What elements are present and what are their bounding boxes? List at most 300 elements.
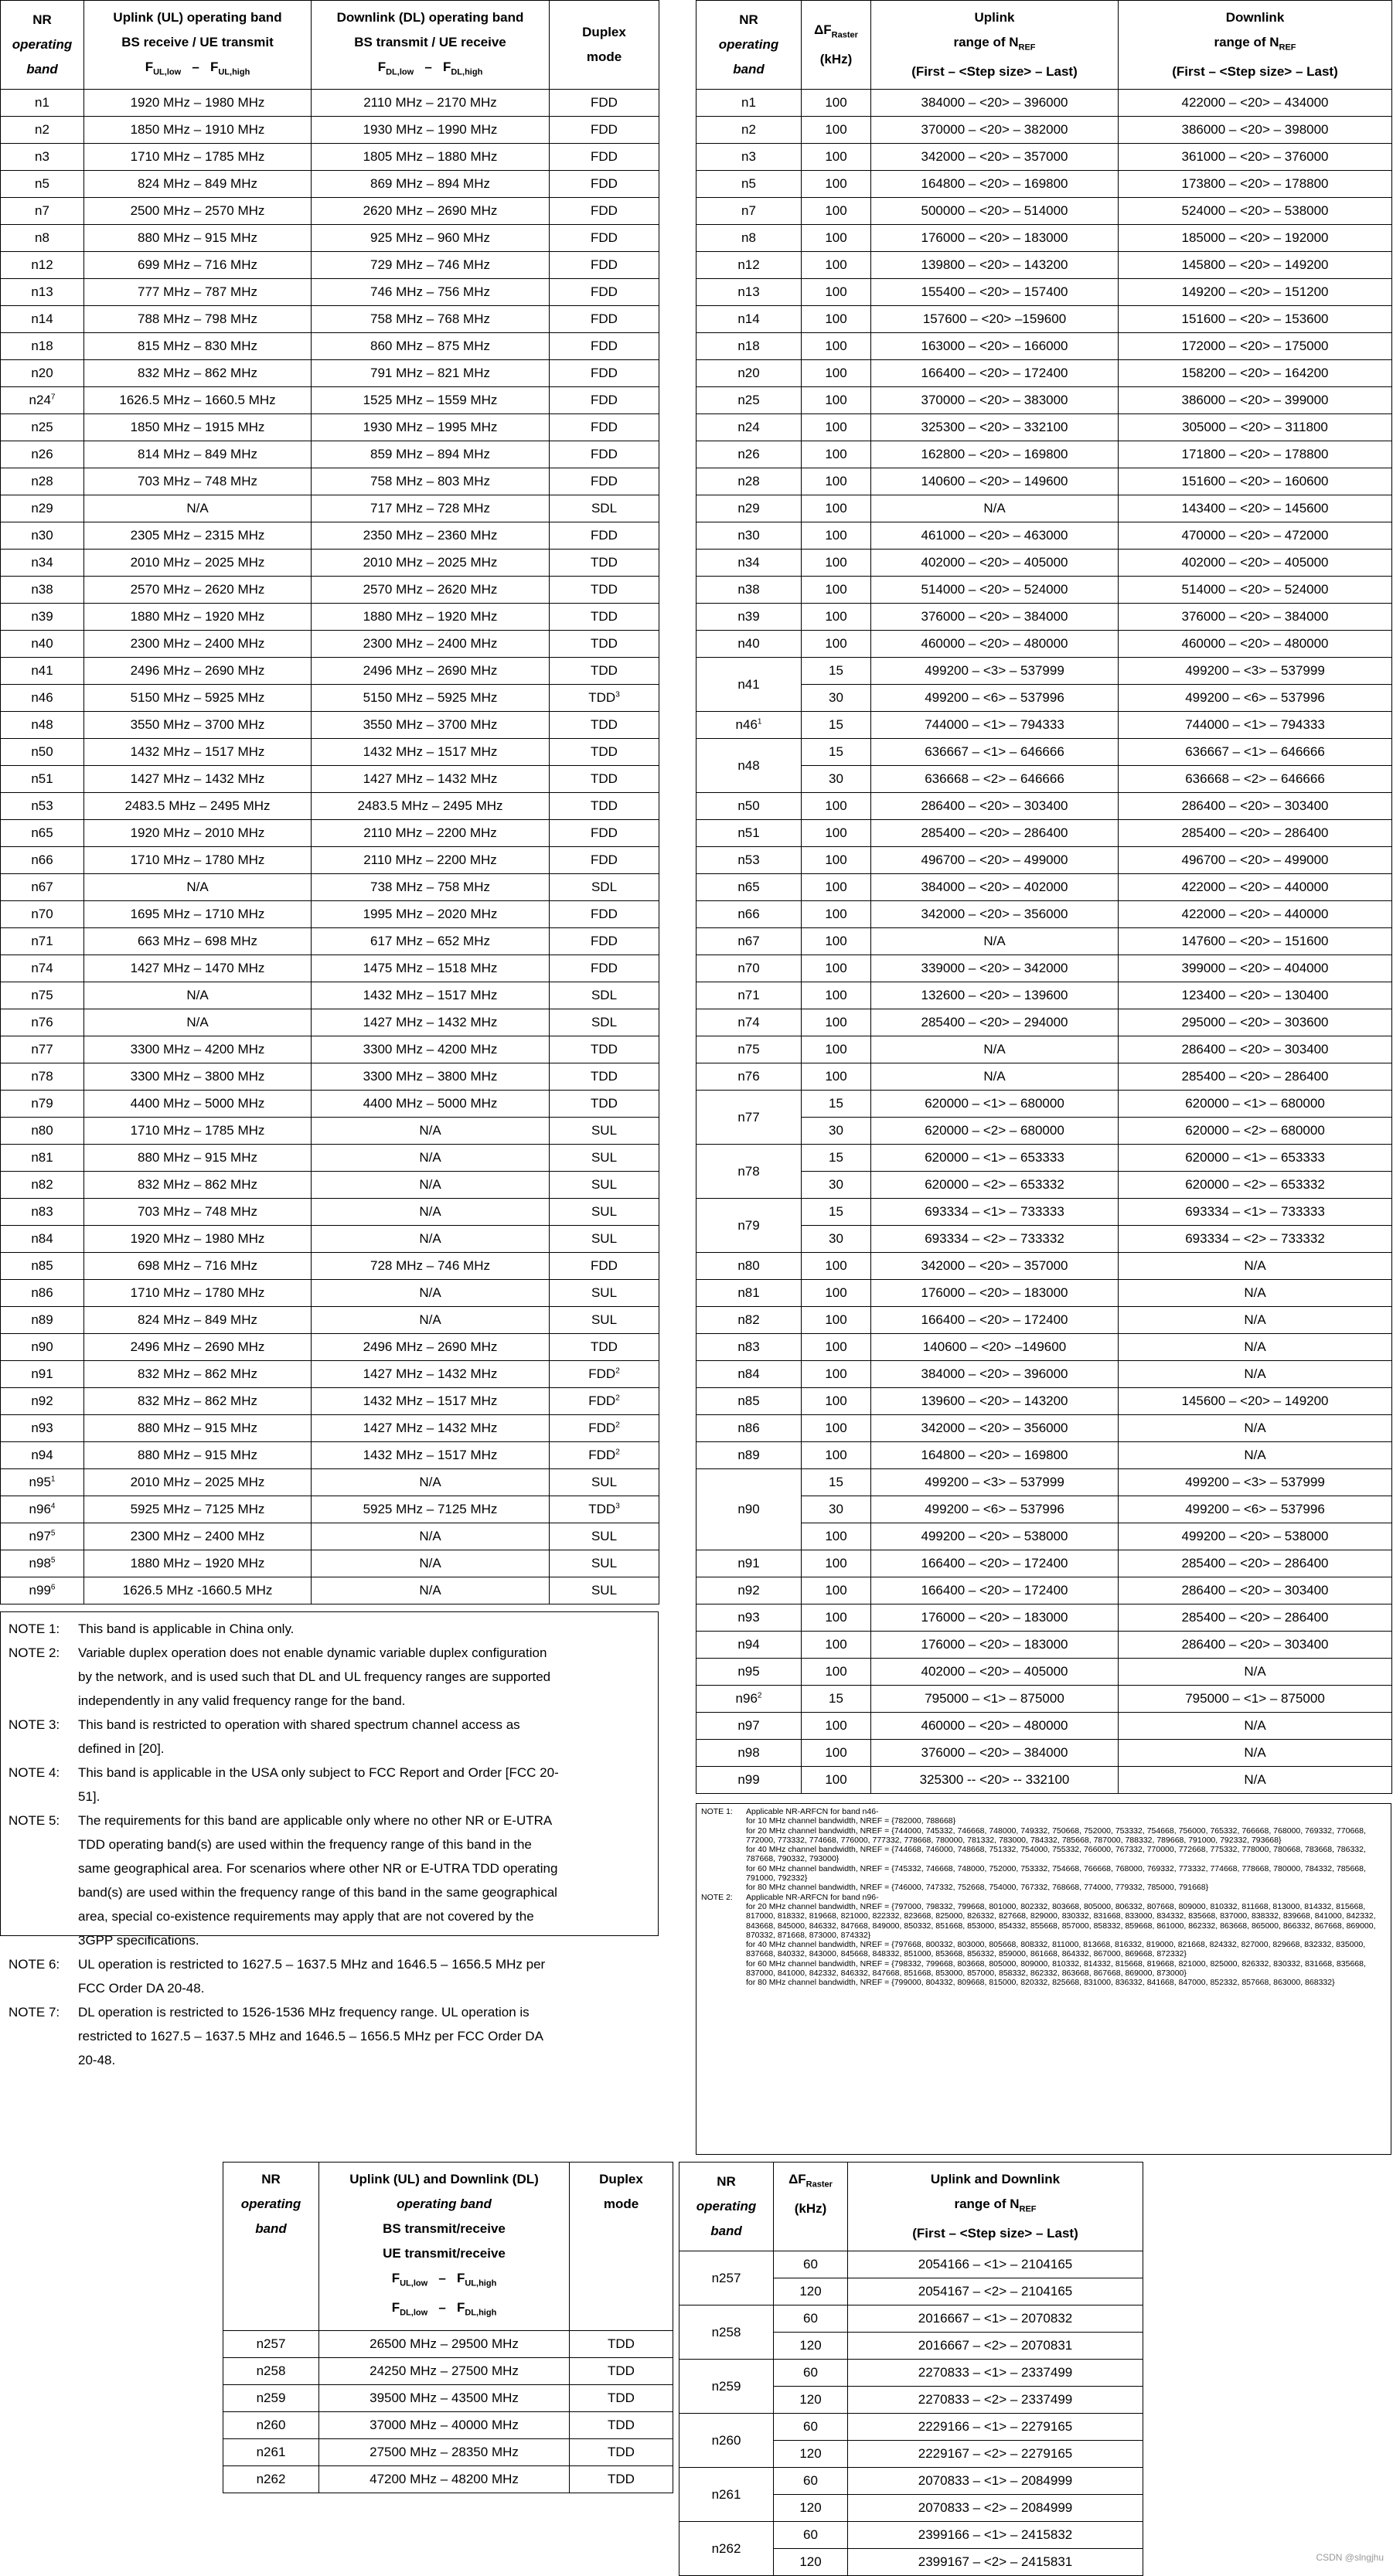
table-row	[696, 577, 1392, 604]
note-line: This band is restricted to operation with shared spectrum channel access as	[78, 1717, 520, 1732]
band-label: n77	[31, 1042, 53, 1057]
ul-dl-range: 24250 MHz – 27500 MHz	[319, 2357, 570, 2384]
band-label: n82	[737, 1312, 760, 1328]
downlink-nref-range: 693334 – <1> – 733333	[1119, 1199, 1392, 1226]
band-label: n91	[737, 1556, 760, 1571]
uplink-nref-range: 285400 – <20> – 286400	[871, 820, 1119, 847]
raster-khz: 100	[802, 171, 871, 198]
note-line: This band is applicable in the USA only subject to FCC Report and Order [FCC 20-	[78, 1765, 559, 1780]
table-row	[679, 2414, 1143, 2441]
uplink-nref-range: 376000 – <20> – 384000	[871, 1740, 1119, 1767]
downlink-range: 1805 MHz – 1880 MHz	[312, 144, 550, 171]
tiny-note-line: for 40 MHz channel bandwidth, NREF = {797668, 800332, 803000, 805668, 808332, 811000, 813668, 816332, 819000, 821668, 824332, 827000, 829668, 832332, 835000, 837668, 840332, 843000, 845668, 848332, 851000, 853668, 856332, 859000, 861668, 864332, 867000, 869668, 872332}	[746, 1940, 1366, 1959]
band-cell	[1, 820, 84, 847]
hdr-line	[87, 5, 308, 30]
raster-khz: 120	[774, 2441, 848, 2468]
table-row	[696, 1632, 1392, 1659]
band-label: n28	[31, 474, 53, 489]
downlink-nref-range: 620000 – <1> – 653333	[1119, 1145, 1392, 1172]
band-cell	[696, 1686, 802, 1713]
table-row	[1, 928, 659, 955]
duplex-mode: TDD	[570, 2330, 673, 2357]
table-row	[696, 658, 1392, 685]
uplink-nref-range: 499200 – <3> – 537999	[871, 658, 1119, 685]
uplink-range: 2496 MHz – 2690 MHz	[84, 1334, 312, 1361]
downlink-range: 758 MHz – 803 MHz	[312, 468, 550, 495]
band-label: n46	[735, 717, 758, 733]
uplink-range: 699 MHz – 716 MHz	[84, 252, 312, 279]
table-header	[1, 1, 659, 90]
duplex-mode	[550, 1415, 659, 1442]
col-header-band	[1, 1, 84, 90]
band-cell: n258	[223, 2357, 319, 2384]
uplink-nref-range: 499200 – <20> – 538000	[871, 1523, 1119, 1550]
uplink-nref-range: 140600 – <20> – 149600	[871, 468, 1119, 495]
uplink-range: 1850 MHz – 1915 MHz	[84, 414, 312, 441]
band-cell	[1, 955, 84, 982]
downlink-range: N/A	[312, 1145, 550, 1172]
downlink-range: 791 MHz – 821 MHz	[312, 360, 550, 387]
hdr-line: band	[710, 2224, 742, 2239]
band-cell	[1, 685, 84, 712]
duplex-mode	[550, 712, 659, 739]
band-label: n79	[737, 1217, 760, 1233]
note-line: 3GPP specifications.	[78, 1933, 199, 1948]
table-row	[1, 955, 659, 982]
duplex-label: FDD	[591, 934, 618, 949]
raster-khz: 100	[802, 252, 871, 279]
band-cell	[696, 739, 802, 793]
note-body	[78, 1641, 550, 1713]
downlink-nref-range: 286400 – <20> – 303400	[1119, 1036, 1392, 1063]
band-cell	[1, 1523, 84, 1550]
uplink-nref-range: 139800 – <20> – 143200	[871, 252, 1119, 279]
note-body	[78, 1952, 545, 2000]
raster-khz: 100	[802, 90, 871, 117]
raster-khz: 15	[802, 1469, 871, 1496]
table-row	[696, 1713, 1392, 1740]
band-label: n30	[31, 528, 53, 543]
hdr-line: operating	[696, 2199, 757, 2214]
ul-dl-range: 27500 MHz – 28350 MHz	[319, 2438, 570, 2465]
uplink-range: 1427 MHz – 1470 MHz	[84, 955, 312, 982]
duplex-mode	[550, 1199, 659, 1226]
duplex-label: TDD	[591, 582, 618, 597]
band-label: n25	[737, 393, 760, 408]
band-cell	[696, 1659, 802, 1686]
table-row	[696, 1388, 1392, 1415]
table-row	[696, 847, 1392, 874]
hdr-line: Downlink	[1225, 10, 1285, 25]
col-header-range	[848, 2163, 1143, 2251]
table-header	[696, 1, 1392, 90]
duplex-mode	[550, 90, 659, 117]
band-cell: n259	[679, 2360, 774, 2414]
downlink-range: N/A	[312, 1469, 550, 1496]
band-label: n67	[737, 934, 760, 949]
band-label: n90	[737, 1502, 760, 1517]
band-cell	[696, 387, 802, 414]
band-label: n3	[35, 149, 49, 165]
table-row	[679, 2522, 1143, 2549]
downlink-range: 2110 MHz – 2200 MHz	[312, 820, 550, 847]
note-label: NOTE 4:	[9, 1765, 60, 1780]
downlink-range: 2496 MHz – 2690 MHz	[312, 1334, 550, 1361]
tiny-note-line: for 80 MHz channel bandwidth, NREF = {799000, 804332, 809668, 815000, 820332, 825668, 831000, 836332, 841668, 847000, 852332, 857668, 863000, 868332}	[746, 1978, 1335, 1988]
band-cell: n262	[679, 2522, 774, 2576]
table-row	[696, 1280, 1392, 1307]
table-row	[223, 2357, 673, 2384]
band-cell: n257	[679, 2251, 774, 2305]
duplex-mode: TDD	[570, 2465, 673, 2493]
uplink-nref-range: 342000 – <20> – 357000	[871, 1253, 1119, 1280]
downlink-nref-range: 499200 – <6> – 537996	[1119, 1496, 1392, 1523]
raster-khz: 100	[802, 144, 871, 171]
table-row	[1, 1145, 659, 1172]
notes-fr1	[0, 1611, 659, 2067]
table-row	[223, 2330, 673, 2357]
band-label: n71	[31, 934, 53, 949]
tiny-note	[701, 1807, 1386, 1893]
uplink-range: 1432 MHz – 1517 MHz	[84, 739, 312, 766]
band-cell	[1, 1009, 84, 1036]
band-cell	[696, 1713, 802, 1740]
band-label: n24	[29, 393, 51, 408]
table-row	[696, 252, 1392, 279]
nref-range: 2016667 – <1> – 2070832	[848, 2305, 1143, 2333]
table-row	[696, 1199, 1392, 1226]
band-label: n82	[31, 1177, 53, 1193]
duplex-label: SUL	[591, 1231, 618, 1247]
table-row	[696, 712, 1392, 739]
downlink-nref-range: 636668 – <2> – 646666	[1119, 766, 1392, 793]
raster-khz: 100	[802, 1361, 871, 1388]
downlink-range: 1880 MHz – 1920 MHz	[312, 604, 550, 631]
duplex-label: TDD	[591, 609, 618, 624]
downlink-range: 869 MHz – 894 MHz	[312, 171, 550, 198]
hdr-text: Uplink (UL) operating band	[113, 10, 282, 25]
table-row	[696, 171, 1392, 198]
band-label: n20	[737, 366, 760, 381]
band-cell	[696, 631, 802, 658]
note-label: NOTE 3:	[9, 1717, 60, 1732]
duplex-label: SDL	[591, 988, 618, 1003]
downlink-nref-range: 145800 – <20> – 149200	[1119, 252, 1392, 279]
uplink-nref-range: 460000 – <20> – 480000	[871, 1713, 1119, 1740]
table-row	[696, 1334, 1392, 1361]
uplink-nref-range: 795000 – <1> – 875000	[871, 1686, 1119, 1713]
table-row	[1, 874, 659, 901]
band-label: n34	[737, 555, 760, 570]
band-cell	[696, 847, 802, 874]
band-cell	[1, 874, 84, 901]
downlink-nref-range: 305000 – <20> – 311800	[1119, 414, 1392, 441]
duplex-mode	[550, 1577, 659, 1604]
uplink-nref-range: 286400 – <20> – 303400	[871, 793, 1119, 820]
table-row	[696, 1604, 1392, 1632]
table-row	[696, 1009, 1392, 1036]
band-label: n18	[31, 339, 53, 354]
uplink-nref-range: 500000 – <20> – 514000	[871, 198, 1119, 225]
downlink-range: 2350 MHz – 2360 MHz	[312, 522, 550, 550]
uplink-range: 3300 MHz – 3800 MHz	[84, 1063, 312, 1091]
duplex-label: FDD	[591, 95, 618, 111]
table-row	[696, 441, 1392, 468]
downlink-nref-range: 422000 – <20> – 434000	[1119, 90, 1392, 117]
note	[9, 1617, 650, 1641]
downlink-range: 746 MHz – 756 MHz	[312, 279, 550, 306]
downlink-range: 1432 MHz – 1517 MHz	[312, 1388, 550, 1415]
table-row	[1, 1063, 659, 1091]
duplex-label: FDD	[591, 366, 618, 381]
table-row	[696, 631, 1392, 658]
table-row	[1, 712, 659, 739]
band-label: n94	[737, 1637, 760, 1652]
duplex-mode	[550, 117, 659, 144]
band-label: n78	[31, 1069, 53, 1084]
duplex-mode	[550, 144, 659, 171]
downlink-range: 728 MHz – 746 MHz	[312, 1253, 550, 1280]
band-label: n90	[31, 1339, 53, 1355]
band-label: n96	[29, 1502, 51, 1517]
raster-khz: 100	[802, 1415, 871, 1442]
watermark: CSDN @slngjhu	[1316, 2552, 1384, 2563]
band-cell	[696, 144, 802, 171]
band-label: n93	[31, 1421, 53, 1436]
uplink-nref-range: 163000 – <20> – 166000	[871, 333, 1119, 360]
table-body	[1, 90, 659, 1604]
band-cell	[1, 117, 84, 144]
band-cell	[1, 1361, 84, 1388]
hdr-line: Duplex	[582, 25, 626, 40]
note-body	[78, 1761, 559, 1809]
band-label: n93	[737, 1610, 760, 1625]
uplink-nref-range: 157600 – <20> –159600	[871, 306, 1119, 333]
downlink-nref-range: N/A	[1119, 1767, 1392, 1794]
uplink-range: 824 MHz – 849 MHz	[84, 1307, 312, 1334]
duplex-label: SUL	[591, 1150, 618, 1165]
nref-range: 2070833 – <2> – 2084999	[848, 2495, 1143, 2522]
duplex-mode	[550, 360, 659, 387]
note-label: NOTE 6:	[9, 1957, 60, 1972]
footnote-ref: 1	[757, 717, 762, 727]
raster-khz: 15	[802, 1199, 871, 1226]
duplex-mode	[550, 1550, 659, 1577]
band-cell	[696, 1361, 802, 1388]
uplink-range: 788 MHz – 798 MHz	[84, 306, 312, 333]
table-header	[679, 2163, 1143, 2251]
band-label: n40	[737, 636, 760, 652]
band-label: n39	[31, 609, 53, 624]
table-row	[696, 955, 1392, 982]
downlink-range: 1995 MHz – 2020 MHz	[312, 901, 550, 928]
raster-khz: 15	[802, 1145, 871, 1172]
tiny-note	[701, 1893, 1386, 1988]
raster-khz: 100	[802, 1280, 871, 1307]
band-cell	[1, 1253, 84, 1280]
uplink-nref-range: 325300 – <20> – 332100	[871, 414, 1119, 441]
table-row	[1, 1226, 659, 1253]
band-cell	[1, 604, 84, 631]
uplink-nref-range: 164800 – <20> – 169800	[871, 1442, 1119, 1469]
uplink-nref-range: 384000 – <20> – 396000	[871, 1361, 1119, 1388]
raster-khz: 100	[802, 847, 871, 874]
band-cell	[1, 766, 84, 793]
table-row	[696, 360, 1392, 387]
band-label: n76	[31, 1015, 53, 1030]
table-row	[1, 1415, 659, 1442]
band-cell	[696, 225, 802, 252]
raster-khz: 100	[802, 928, 871, 955]
notes-nr-arfcn	[696, 1803, 1391, 2155]
footnote-ref: 3	[615, 1502, 620, 1511]
band-label: n92	[737, 1583, 760, 1598]
uplink-range: 5925 MHz – 7125 MHz	[84, 1496, 312, 1523]
note-line: Variable duplex operation does not enable dynamic variable duplex configuration	[78, 1645, 547, 1660]
uplink-nref-range: 325300 -- <20> -- 332100	[871, 1767, 1119, 1794]
downlink-nref-range: 402000 – <20> – 405000	[1119, 550, 1392, 577]
band-cell: n257	[223, 2330, 319, 2357]
footnote-ref: 1	[50, 1475, 56, 1484]
band-label: n75	[737, 1042, 760, 1057]
band-cell	[1, 982, 84, 1009]
band-label: n41	[31, 663, 53, 679]
duplex-label: FDD	[591, 825, 618, 841]
raster-khz: 100	[802, 1550, 871, 1577]
downlink-range: 617 MHz – 652 MHz	[312, 928, 550, 955]
note-line: restricted to 1627.5 – 1637.5 MHz and 1646.5 – 1656.5 MHz per FCC Order DA	[78, 2029, 543, 2043]
table-row	[1, 685, 659, 712]
downlink-nref-range: 173800 – <20> – 178800	[1119, 171, 1392, 198]
table-row	[223, 2411, 673, 2438]
downlink-range: 2110 MHz – 2170 MHz	[312, 90, 550, 117]
band-cell	[1, 198, 84, 225]
band-cell	[696, 1091, 802, 1145]
downlink-nref-range: 795000 – <1> – 875000	[1119, 1686, 1392, 1713]
band-cell	[696, 90, 802, 117]
tiny-note-body	[746, 1893, 1386, 1988]
band-label: n29	[31, 501, 53, 516]
uplink-nref-range: 384000 – <20> – 402000	[871, 874, 1119, 901]
raster-khz: 60	[774, 2468, 848, 2495]
uplink-range: 5150 MHz – 5925 MHz	[84, 685, 312, 712]
raster-khz: 100	[802, 1334, 871, 1361]
uplink-range: 1920 MHz – 1980 MHz	[84, 90, 312, 117]
band-cell	[1, 1091, 84, 1118]
band-cell	[696, 1280, 802, 1307]
table-row	[1, 495, 659, 522]
note-line: defined in [20].	[78, 1741, 165, 1756]
downlink-range: 2570 MHz – 2620 MHz	[312, 577, 550, 604]
duplex-mode	[550, 1145, 659, 1172]
band-label: n1	[741, 95, 756, 111]
uplink-range: 1710 MHz – 1780 MHz	[84, 1280, 312, 1307]
uplink-nref-range: 620000 – <1> – 680000	[871, 1091, 1119, 1118]
raster-khz: 30	[802, 1172, 871, 1199]
downlink-range: 1427 MHz – 1432 MHz	[312, 1415, 550, 1442]
raster-khz: 100	[802, 1604, 871, 1632]
uplink-nref-range: 620000 – <1> – 653333	[871, 1145, 1119, 1172]
raster-khz: 100	[802, 495, 871, 522]
band-cell	[696, 1388, 802, 1415]
band-label: n78	[737, 1163, 760, 1179]
raster-khz: 100	[802, 225, 871, 252]
uplink-range: 1626.5 MHz – 1660.5 MHz	[84, 387, 312, 414]
band-label: n41	[737, 676, 760, 692]
band-label: n51	[737, 825, 760, 841]
band-label: n12	[737, 257, 760, 273]
band-label: n92	[31, 1393, 53, 1409]
band-cell	[1, 333, 84, 360]
band-cell: n258	[679, 2305, 774, 2360]
hdr-line: UE transmit/receive	[383, 2246, 506, 2261]
note	[9, 1761, 650, 1809]
table-row	[1, 901, 659, 928]
raster-khz: 120	[774, 2387, 848, 2414]
hdr-line: BS receive / UE transmit	[121, 35, 274, 49]
footnote-ref: 2	[615, 1421, 620, 1430]
table-row	[696, 793, 1392, 820]
hdr-line: Uplink (UL) and Downlink (DL)	[349, 2172, 539, 2186]
downlink-range: N/A	[312, 1307, 550, 1334]
duplex-mode	[550, 414, 659, 441]
col-header-duplex	[570, 2163, 673, 2331]
downlink-nref-range: 460000 – <20> – 480000	[1119, 631, 1392, 658]
table-row	[696, 1091, 1392, 1118]
duplex-mode	[550, 685, 659, 712]
band-label: n13	[737, 284, 760, 300]
hdr-line: $\Delta F_{Raster}$	[788, 2172, 833, 2190]
raster-khz: 100	[802, 1036, 871, 1063]
tiny-note-line: for 80 MHz channel bandwidth, NREF = {746000, 747332, 752668, 754000, 767332, 768668, 774000, 779332, 785000, 791668}	[746, 1883, 1209, 1893]
table-nr-arfcn-fr2	[679, 2162, 1143, 2576]
band-cell	[1, 495, 84, 522]
band-cell	[1, 225, 84, 252]
duplex-mode	[550, 1334, 659, 1361]
table-row	[223, 2465, 673, 2493]
duplex-label: FDD	[591, 474, 618, 489]
band-cell	[1, 577, 84, 604]
hdr-line: Uplink and Downlink	[930, 2172, 1061, 2186]
table-row	[679, 2251, 1143, 2278]
band-cell	[1, 1415, 84, 1442]
duplex-mode	[550, 631, 659, 658]
downlink-nref-range: 496700 – <20> – 499000	[1119, 847, 1392, 874]
table-row	[1, 1550, 659, 1577]
tiny-note-line: for 60 MHz channel bandwidth, NREF = {798332, 799668, 803668, 805000, 809000, 810332, 814332, 815668, 819668, 821000, 825000, 826332, 830332, 831668, 835668, 837000, 841000, 842332, 846332, 847668, 851668, 853000, 857000, 858332, 862332, 863668, 867668, 869000, 873000}	[746, 1958, 1366, 1979]
hdr-line: NR	[32, 12, 52, 28]
band-label: n38	[737, 582, 760, 597]
band-cell	[696, 901, 802, 928]
band-label: n96	[735, 1691, 758, 1707]
downlink-range: N/A	[312, 1226, 550, 1253]
table-row	[1, 360, 659, 387]
table-row	[696, 1767, 1392, 1794]
ul-dl-range: 26500 MHz – 29500 MHz	[319, 2330, 570, 2357]
band-label: n5	[35, 176, 49, 192]
raster-khz: 100	[802, 550, 871, 577]
table-row	[696, 1063, 1392, 1091]
band-label: n26	[31, 447, 53, 462]
duplex-mode	[550, 1172, 659, 1199]
table-row	[1, 144, 659, 171]
table-row	[1, 1036, 659, 1063]
downlink-nref-range: 147600 – <20> – 151600	[1119, 928, 1392, 955]
downlink-nref-range: 143400 – <20> – 145600	[1119, 495, 1392, 522]
downlink-nref-range: 285400 – <20> – 286400	[1119, 1604, 1392, 1632]
band-cell	[696, 306, 802, 333]
uplink-nref-range: 499200 – <6> – 537996	[871, 685, 1119, 712]
